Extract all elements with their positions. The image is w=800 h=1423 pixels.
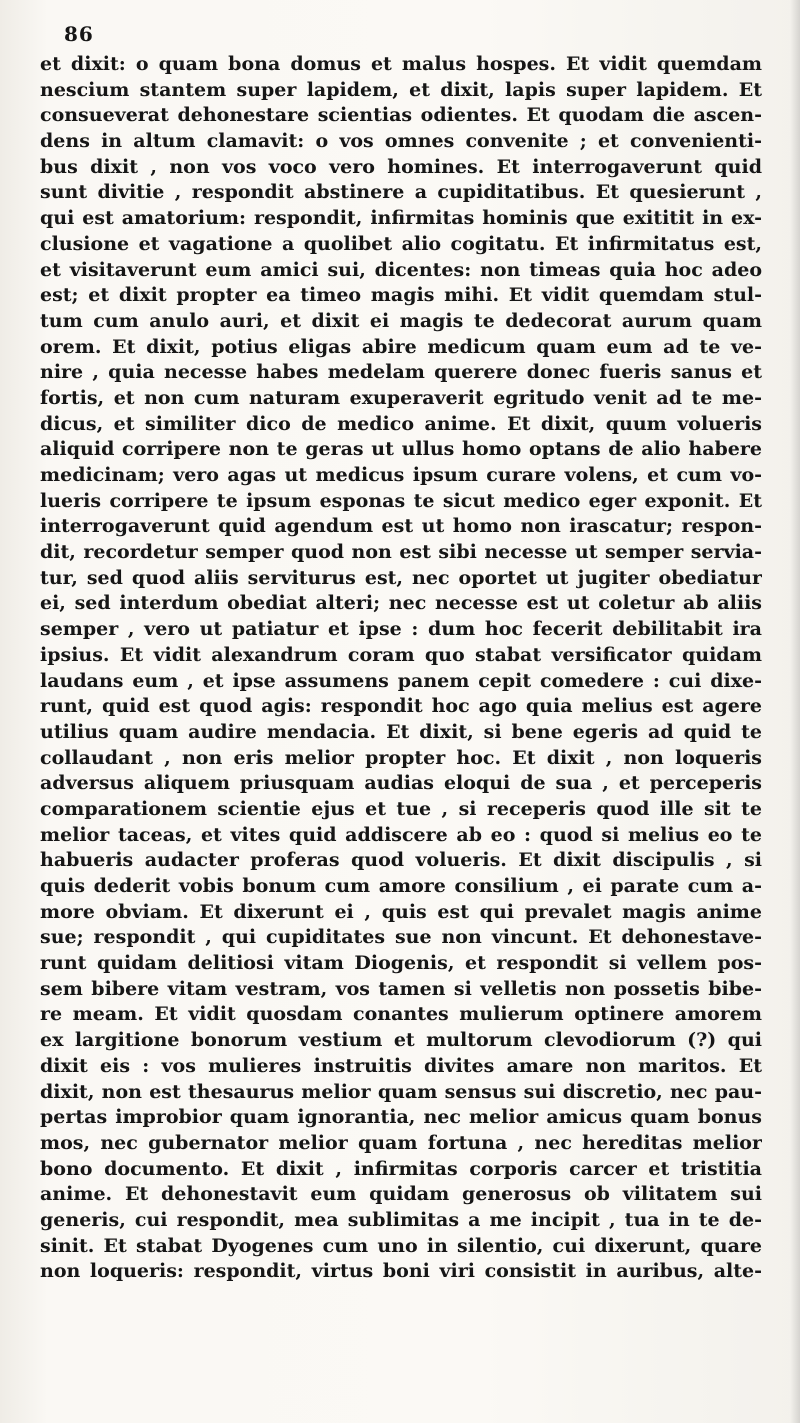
text-line: adversus aliquem priusquam audias eloqui de sua , et perceperis xyxy=(40,772,762,795)
text-line: habueris audacter proferas quod volueris. Et dixit discipulis , si xyxy=(40,849,762,872)
text-line: generis, cui respondit, mea sublimitas a me incipit , tua in te de- xyxy=(40,1208,762,1231)
text-line: pertas improbior quam ignorantia, nec melior amicus quam bonus xyxy=(40,1106,762,1129)
text-line: more obviam. Et dixerunt ei , quis est qui prevalet magis anime xyxy=(40,900,762,923)
text-line: collaudant , non eris melior propter hoc. Et dixit , non loqueris xyxy=(40,746,762,769)
text-line: aliquid corripere non te geras ut ullus homo optans de alio habere xyxy=(40,438,762,461)
text-line: mos, nec gubernator melior quam fortuna , nec hereditas melior xyxy=(40,1131,762,1154)
text-line: ei, sed interdum obediat alteri; nec necesse est ut coletur ab aliis xyxy=(40,592,762,615)
text-line: interrogaverunt quid agendum est ut homo non irascatur; respon- xyxy=(40,515,762,538)
text-line: dixit, non est thesaurus melior quam sensus sui discretio, nec pau- xyxy=(40,1080,762,1103)
text-line: semper , vero ut patiatur et ipse : dum hoc fecerit debilitabit ira xyxy=(40,618,762,641)
text-line: sunt divitie , respondit abstinere a cupiditatibus. Et quesierunt , xyxy=(40,181,762,204)
text-line: consueverat dehonestare scientias odientes. Et quodam die ascen- xyxy=(40,104,762,127)
text-line: dicus, et similiter dico de medico anime. Et dixit, quum volueris xyxy=(40,412,762,435)
text-line: ex largitione bonorum vestium et multorum clevodiorum (?) qui xyxy=(40,1029,762,1052)
text-line: orem. Et dixit, potius eligas abire medicum quam eum ad te ve- xyxy=(40,335,762,358)
page-edge-shadow xyxy=(790,0,800,1423)
text-line: lueris corripere te ipsum esponas te sicut medico eger exponit. Et xyxy=(40,489,762,512)
text-line: quis dederit vobis bonum cum amore consilium , ei parate cum a- xyxy=(40,875,762,897)
text-line: sem bibere vitam vestram, vos tamen si velletis non possetis bibe- xyxy=(40,977,762,1000)
text-line: utilius quam audire mendacia. Et dixit, si bene egeris ad quid te xyxy=(40,720,762,743)
text-line: sue; respondit , qui cupiditates sue non vincunt. Et dehonestave- xyxy=(40,926,762,949)
text-line: bono documento. Et dixit , infirmitas corporis carcer et tristitia xyxy=(40,1157,762,1180)
text-line: ipsius. Et vidit alexandrum coram quo stabat versificator quidam xyxy=(40,643,762,666)
text-line: et dixit: o quam bona domus et malus hospes. Et vidit quemdam xyxy=(40,53,762,75)
text-line: sinit. Et stabat Dyogenes cum uno in silentio, cui dixerunt, quare xyxy=(40,1234,762,1257)
text-line: runt, quid est quod agis: respondit hoc ago quia melius est agere xyxy=(40,695,762,718)
body-text xyxy=(40,52,762,1285)
text-line: dens in altum clamavit: o vos omnes convenite ; et convenienti- xyxy=(40,130,762,153)
text-line: est; et dixit propter ea timeo magis mihi. Et vidit quemdam stul- xyxy=(40,284,762,307)
text-line: melior taceas, et vites quid addiscere ab eo : quod si melius eo te xyxy=(40,823,762,846)
text-line: medicinam; vero agas ut medicus ipsum curare volens, et cum vo- xyxy=(40,464,762,486)
text-line: comparationem scientie ejus et tue , si receperis quod ille sit te xyxy=(40,797,762,820)
text-line: dit, recordetur semper quod non est sibi necesse ut semper servia- xyxy=(40,541,762,564)
text-line: fortis, et non cum naturam exuperaverit egritudo venit ad te me- xyxy=(40,386,762,409)
text-line: nescium stantem super lapidem, et dixit, lapis super lapidem. Et xyxy=(40,78,762,101)
text-line: runt quidam delitiosi vitam Diogenis, et respondit si vellem pos- xyxy=(40,952,762,975)
text-line: bus dixit , non vos voco vero homines. Et interrogaverunt quid xyxy=(40,155,762,178)
text-line: re meam. Et vidit quosdam conantes mulierum optinere amorem xyxy=(40,1003,762,1026)
text-line: clusione et vagatione a quolibet alio cogitatu. Et infirmitatus est, xyxy=(40,232,762,255)
text-line: qui est amatorium: respondit, infirmitas hominis que exititit in ex- xyxy=(40,207,762,230)
text-line: nire , quia necesse habes medelam querere donec fueris sanus et xyxy=(40,361,762,384)
text-line: et visitaverunt eum amici sui, dicentes: non timeas quia hoc adeo xyxy=(40,258,762,281)
text-line: non loqueris: respondit, virtus boni viri consistit in auribus, alte- xyxy=(40,1260,762,1283)
text-line: tum cum anulo auri, et dixit ei magis te dedecorat aurum quam xyxy=(40,309,762,332)
text-line: tur, sed quod aliis serviturus est, nec oportet ut jugiter obediatur xyxy=(40,566,762,589)
text-line: anime. Et dehonestavit eum quidam generosus ob vilitatem sui xyxy=(40,1183,762,1206)
text-line: laudans eum , et ipse assumens panem cepit comedere : cui dixe- xyxy=(40,669,762,692)
text-line: dixit eis : vos mulieres instruitis divites amare non maritos. Et xyxy=(40,1054,762,1077)
page-number: 86 xyxy=(64,22,94,46)
